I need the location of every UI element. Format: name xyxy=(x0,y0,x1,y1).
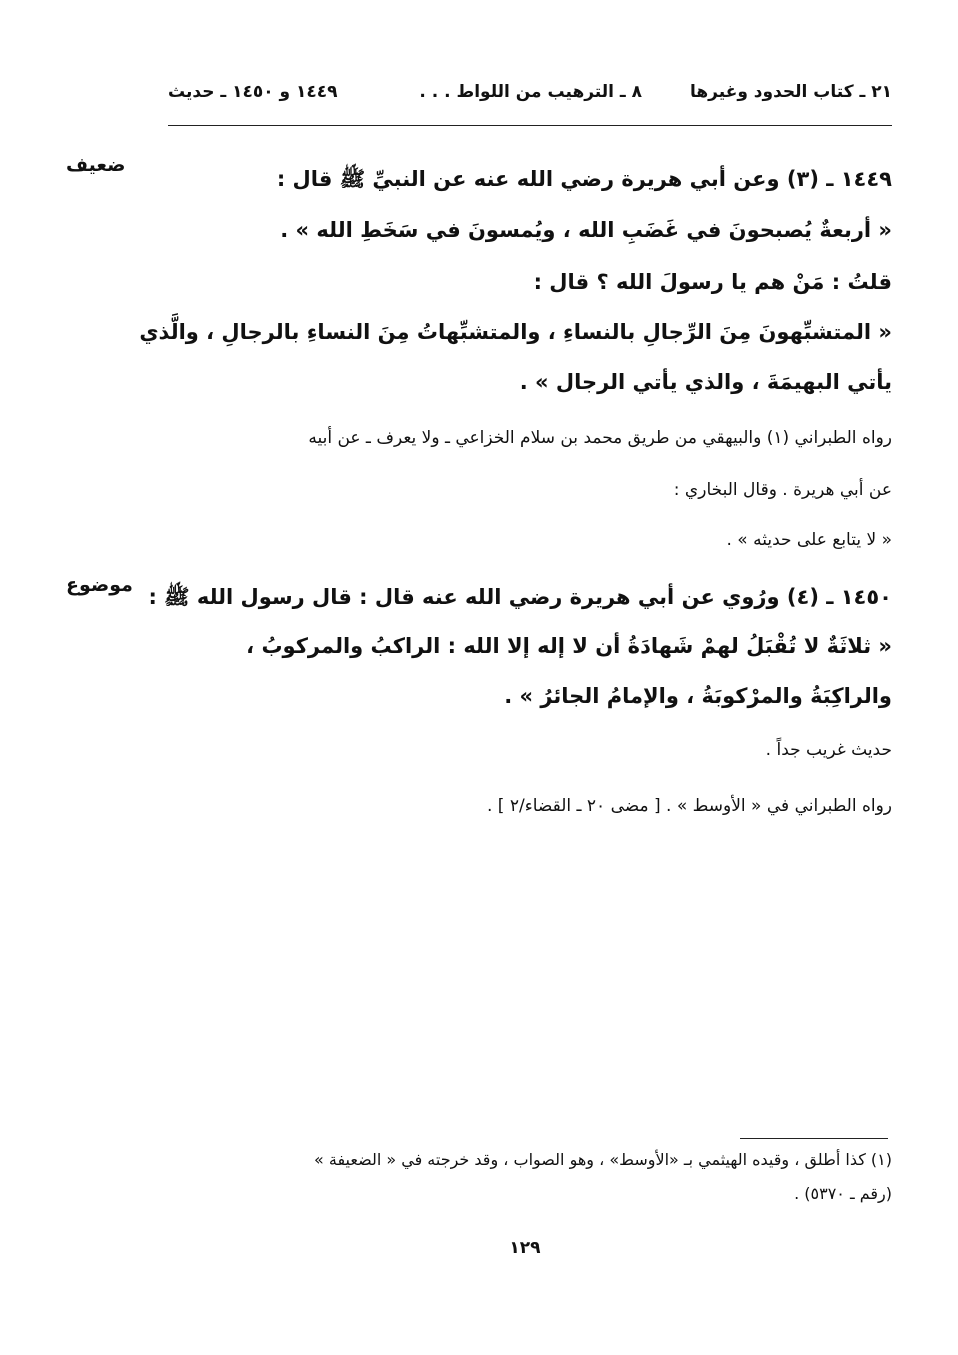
header-chapter: ٢١ ـ كتاب الحدود وغيرها xyxy=(690,82,892,102)
header-hadith-range: ١٤٤٩ و ١٤٥٠ ـ حديث xyxy=(168,82,338,102)
hadith-1450-text-1: « ثلاثَةٌ لا تُقْبَلُ لهمْ شَهادَةُ أن لا إله إلا الله : الراكبُ والمركوبُ ، xyxy=(246,634,892,658)
hadith-1450-grade-note: حديث غريب جداً . xyxy=(765,740,892,760)
hadith-1449-text-2: « المتشبِّهونَ مِنَ الرِّجالِ بالنساءِ ، والمتشبِّهاتُ مِنَ النساءِ بالرجالِ ، والَّذي xyxy=(139,320,892,344)
hadith-1449-text-1: « أربعةٌ يُصبحونَ في غَضَبِ الله ، ويُمسونَ في سَخَطِ الله » . xyxy=(280,218,892,242)
hadith-1449-intro: ١٤٤٩ ـ (٣) وعن أبي هريرة رضي الله عنه عن النبيِّ ﷺ قال : xyxy=(276,167,892,191)
header-divider xyxy=(168,125,892,126)
hadith-1450-source: رواه الطبراني في « الأوسط » . [ مضى ٢٠ ـ القضاء/٢ ] . xyxy=(486,796,892,816)
footnote-line-1: (١) كذا أطلق ، وقيده الهيثمي بـ «الأوسط» ، وهو الصواب ، وقد خرجته في « الضعيفة » xyxy=(313,1150,892,1169)
hadith-1449-text-3: يأتي البهيمَةَ ، والذي يأتي الرجال » . xyxy=(519,370,892,394)
page-number: ١٢٩ xyxy=(509,1238,541,1258)
grade-1449: ضعيف xyxy=(66,154,126,176)
footnote-line-2: (رقم ـ ٥٣٧٠) . xyxy=(794,1184,892,1203)
grade-1450: موضوع xyxy=(66,574,133,596)
hadith-1449-question: قلتُ : مَنْ هم يا رسولَ الله ؟ قال : xyxy=(533,270,892,294)
hadith-1449-source-1: رواه الطبراني (١) والبيهقي من طريق محمد بن سلام الخزاعي ـ ولا يعرف ـ عن أبيه xyxy=(308,428,892,448)
hadith-1449-source-3: « لا يتابع على حديثه » . xyxy=(726,530,892,550)
hadith-1450-intro: ١٤٥٠ ـ (٤) ورُوي عن أبي هريرة رضي الله عنه قال : قال رسول الله ﷺ : xyxy=(148,585,892,609)
running-header xyxy=(168,82,892,112)
hadith-1449-source-2: عن أبي هريرة . وقال البخاري : xyxy=(673,480,892,500)
footnote-divider xyxy=(740,1138,888,1139)
hadith-1450-text-2: والراكِبَةُ والمرْكوبَةُ ، والإمامُ الجائرُ » . xyxy=(504,684,892,708)
header-section: ٨ ـ الترهيب من اللواط . . . xyxy=(419,82,642,102)
